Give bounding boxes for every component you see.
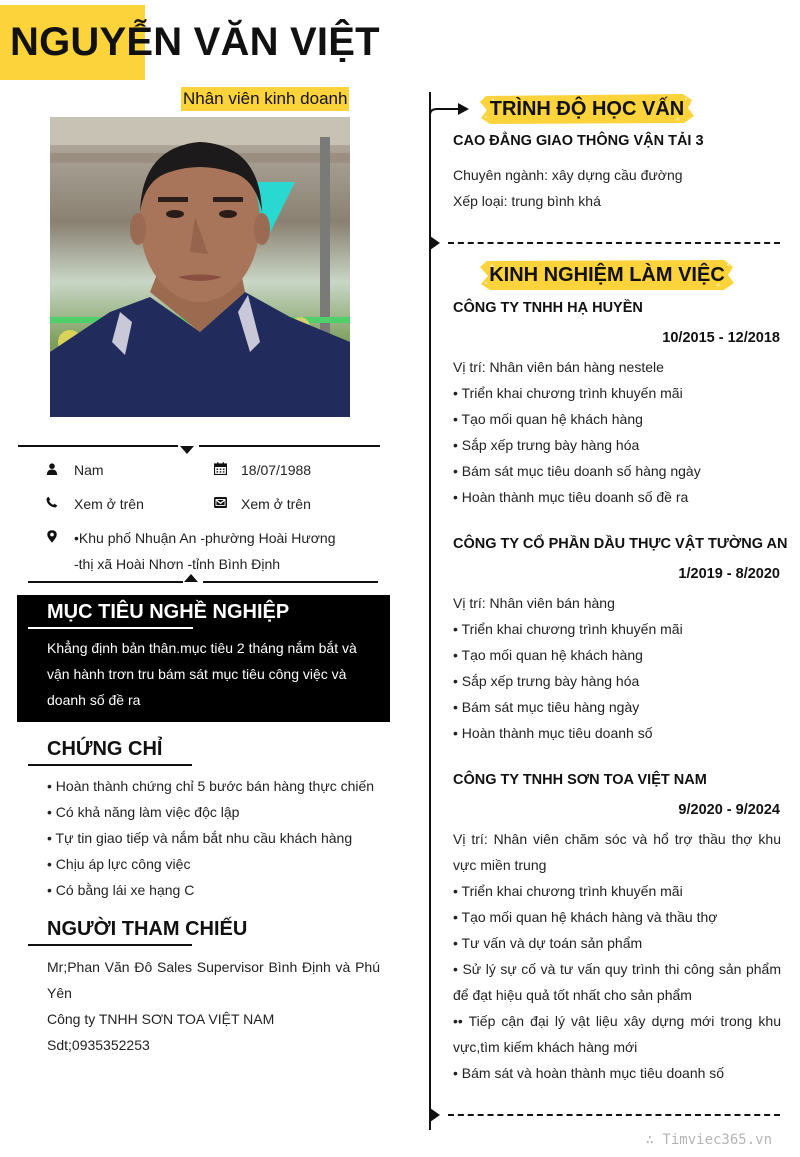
education-title: TRÌNH ĐỘ HỌC VẤN bbox=[489, 97, 685, 120]
job-duty: • Tư vấn và dự toán sản phẩm bbox=[453, 935, 643, 951]
school-name: CAO ĐẲNG GIAO THÔNG VẬN TẢI 3 bbox=[453, 133, 704, 149]
references-title: NGƯỜI THAM CHIẾU bbox=[47, 918, 248, 940]
certificates-title: CHỨNG CHỈ bbox=[47, 738, 163, 760]
candidate-name: NGUYỄN VĂN VIỆT bbox=[10, 20, 380, 64]
info-bottom-triangle bbox=[184, 574, 198, 582]
info-bottom-rule-left bbox=[28, 581, 183, 583]
education-title-badge bbox=[478, 92, 696, 126]
certificate-item: • Hoàn thành chứng chỉ 5 bước bán hàng thực chiến bbox=[47, 778, 375, 794]
certificates-title-underline bbox=[28, 764, 192, 766]
info-bottom-rule-right bbox=[203, 581, 378, 583]
education-rank: Xếp loại: trung bình khá bbox=[453, 193, 601, 209]
job-duty: • Sắp xếp trưng bày hàng hóa bbox=[453, 437, 640, 453]
job-position: Vị trí: Nhân viên bán hàng bbox=[453, 595, 615, 611]
job-duty: • Triển khai chương trình khuyến mãi bbox=[453, 883, 683, 899]
info-top-triangle bbox=[180, 446, 194, 454]
job-company: CÔNG TY TNHH HẠ HUYỀN bbox=[453, 300, 643, 316]
calendar-icon bbox=[213, 461, 227, 475]
job-details bbox=[453, 354, 781, 510]
job-period: 10/2015 - 12/2018 bbox=[662, 330, 780, 346]
education-major: Chuyên ngành: xây dựng cầu đường bbox=[453, 167, 683, 183]
job-details bbox=[453, 826, 781, 1086]
job-company: CÔNG TY CỔ PHẦN DẦU THỰC VẬT TƯỜNG AN bbox=[453, 536, 788, 552]
address-line-2: -thị xã Hoài Nhơn -tỉnh Bình Định bbox=[74, 556, 281, 572]
address-line-1: •Khu phố Nhuận An -phường Hoài Hương bbox=[74, 530, 336, 546]
reference-person: Mr;Phan Văn Đô Sales Supervisor Bình Định và Phú Yên bbox=[47, 959, 380, 1001]
experience-title-badge bbox=[478, 258, 736, 292]
job-details bbox=[453, 590, 781, 746]
section-divider-dashed bbox=[448, 242, 780, 244]
watermark: ∴ Timviec365.vn bbox=[645, 1132, 772, 1148]
certificate-item: • Có bằng lái xe hạng C bbox=[47, 882, 195, 898]
job-duty: • Hoàn thành mục tiêu doanh số bbox=[453, 725, 653, 741]
info-top-rule-right bbox=[199, 445, 380, 447]
birthday-value: 18/07/1988 bbox=[241, 462, 312, 478]
reference-company: Công ty TNHH SƠN TOA VIỆT NAM bbox=[47, 1011, 275, 1027]
timeline-marker-2 bbox=[430, 1108, 440, 1122]
phone-icon bbox=[45, 495, 59, 509]
certificates-list bbox=[47, 773, 374, 903]
phone-value[interactable]: Xem ở trên bbox=[74, 496, 144, 512]
job-period: 1/2019 - 8/2020 bbox=[678, 566, 780, 582]
certificate-item: • Tự tin giao tiếp và nắm bắt nhu cầu khách hàng bbox=[47, 830, 353, 846]
timeline-marker-1 bbox=[430, 236, 440, 250]
job-period: 9/2020 - 9/2024 bbox=[678, 802, 780, 818]
objective-title: MỤC TIÊU NGHỀ NGHIỆP bbox=[47, 601, 290, 623]
portrait-image bbox=[50, 117, 350, 417]
references-content bbox=[47, 954, 380, 1058]
job-duty: • Bám sát và hoàn thành mục tiêu doanh số bbox=[453, 1065, 725, 1081]
job-duty: • Triển khai chương trình khuyến mãi bbox=[453, 385, 683, 401]
job-duty: • Hoàn thành mục tiêu doanh số đề ra bbox=[453, 489, 689, 505]
job-duty: • Triển khai chương trình khuyến mãi bbox=[453, 621, 683, 637]
email-value[interactable]: Xem ở trên bbox=[241, 496, 311, 512]
job-duty: • Tạo mối quan hệ khách hàng bbox=[453, 411, 643, 427]
reference-phone: Sdt;0935352253 bbox=[47, 1037, 150, 1053]
job-duty: •• Tiếp cận đại lý vật liệu xây dựng mới trong khu vực,tìm kiếm khách hàng mới bbox=[453, 1013, 781, 1055]
job-company: CÔNG TY TNHH SƠN TOA VIỆT NAM bbox=[453, 772, 707, 788]
map-marker-icon bbox=[45, 529, 59, 543]
section-divider-dashed bbox=[448, 1114, 780, 1116]
job-duty: • Tạo mối quan hệ khách hàng và thầu thợ bbox=[453, 909, 718, 925]
user-icon bbox=[45, 462, 59, 476]
job-position: Vị trí: Nhân viên chăm sóc và hổ trợ thầu thợ khu vực miền trung bbox=[453, 831, 781, 873]
gender-value: Nam bbox=[74, 462, 104, 478]
job-position: Vị trí: Nhân viên bán hàng nestele bbox=[453, 359, 664, 375]
info-top-rule-left bbox=[18, 445, 178, 447]
certificate-item: • Chịu áp lực công việc bbox=[47, 856, 191, 872]
job-duty: • Sắp xếp trưng bày hàng hóa bbox=[453, 673, 640, 689]
certificate-item: • Có khả năng làm việc độc lập bbox=[47, 804, 240, 820]
education-details bbox=[453, 162, 781, 214]
objective-text: Khẳng định bản thân.mục tiêu 2 tháng nắm bắt và vận hành trơn tru bám sát mục tiêu công việc và doanh số đề ra bbox=[47, 640, 357, 708]
experience-title: KINH NGHIỆM LÀM VIỆC bbox=[489, 263, 725, 286]
envelope-icon bbox=[213, 495, 227, 509]
job-duty: • Bám sát mục tiêu hàng ngày bbox=[453, 699, 640, 715]
section-arrow-icon bbox=[429, 95, 474, 125]
job-title: Nhân viên kinh doanh bbox=[181, 87, 349, 111]
career-objective-section bbox=[17, 595, 390, 722]
profile-photo bbox=[50, 117, 350, 417]
job-duty: • Tạo mối quan hệ khách hàng bbox=[453, 647, 643, 663]
objective-title-underline bbox=[28, 627, 193, 629]
job-duty: • Sử lý sự cố và tư vấn quy trình thi công sản phẩm để đạt hiệu quả tốt nhất cho sản phẩm bbox=[453, 961, 781, 1003]
references-title-underline bbox=[28, 944, 192, 946]
job-duty: • Bám sát mục tiêu doanh số hàng ngày bbox=[453, 463, 701, 479]
